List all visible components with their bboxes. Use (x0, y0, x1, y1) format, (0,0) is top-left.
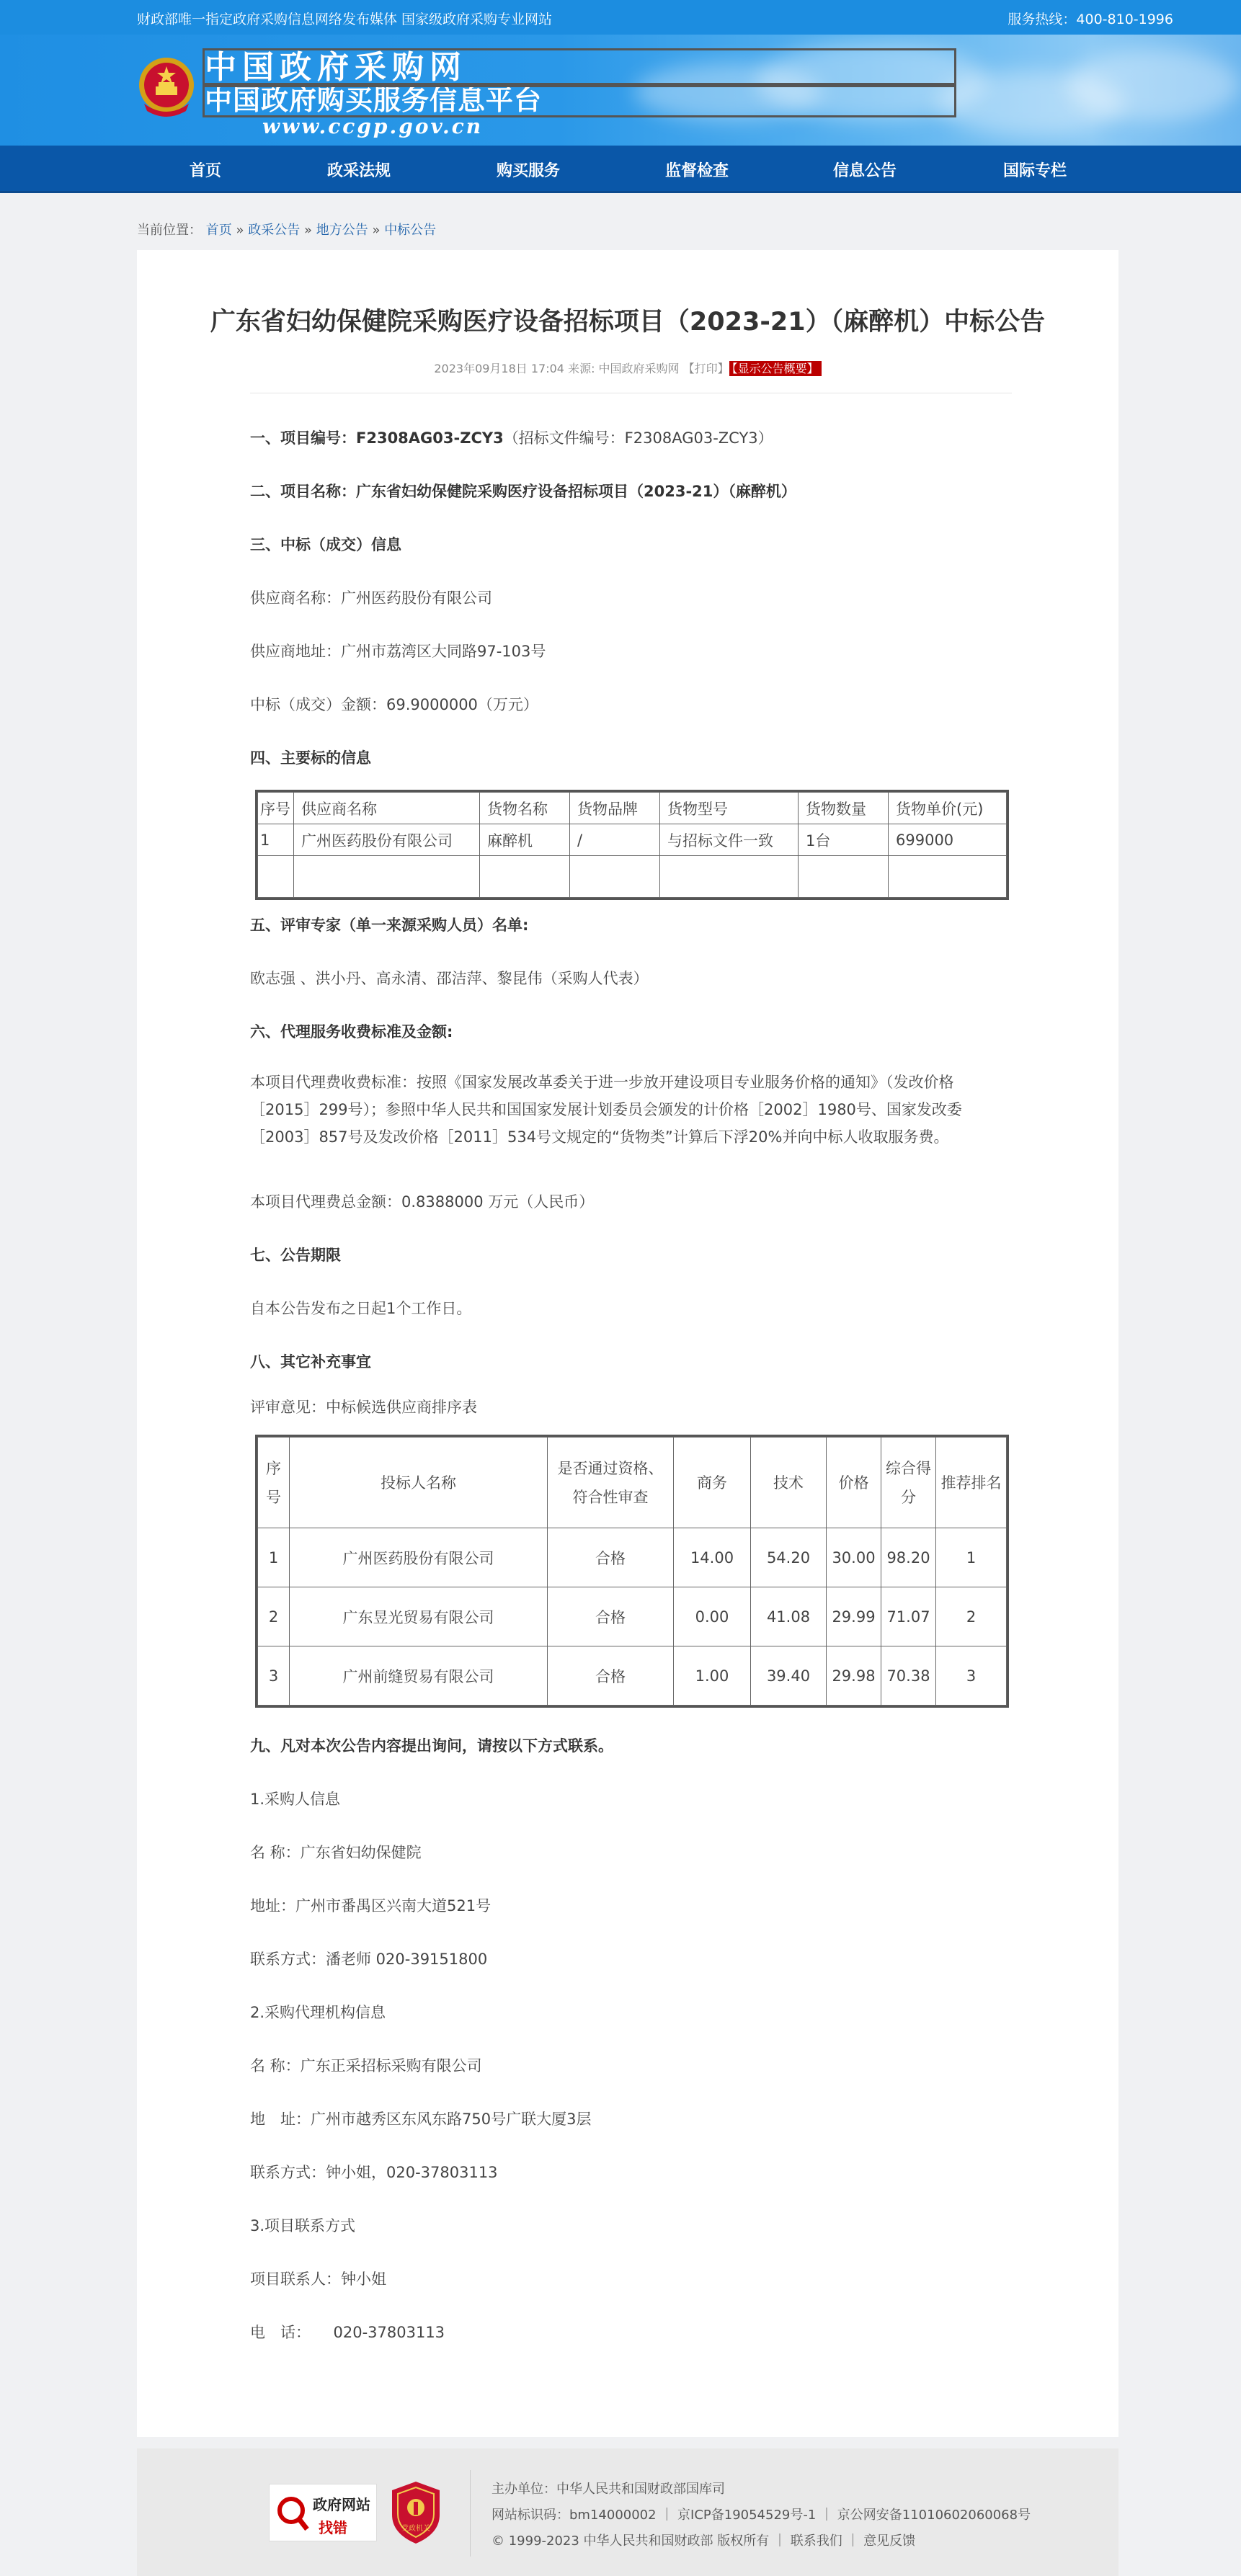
table-cell: 1台 (799, 824, 889, 856)
table-cell: 3 (258, 1646, 290, 1706)
table-cell: 29.99 (827, 1587, 881, 1646)
table-cell: 54.20 (751, 1528, 827, 1587)
table-cell: / (570, 824, 660, 856)
table-cell: 71.07 (881, 1587, 936, 1646)
table-header-cell: 货物品牌 (570, 793, 660, 824)
table-cell (294, 856, 480, 898)
nav-home[interactable]: 首页 (189, 162, 222, 180)
table-cell: 30.00 (827, 1528, 881, 1587)
table-row (258, 1528, 1007, 1587)
table-cell (799, 856, 889, 898)
table-cell: 70.38 (881, 1646, 936, 1706)
table-header-cell: 供应商名称 (294, 793, 480, 824)
table-cell: 699000 (889, 824, 1007, 856)
breadcrumb-sep: » (236, 223, 244, 238)
table-cell: 1 (258, 1528, 290, 1587)
nav-supervision[interactable]: 监督检查 (664, 162, 729, 180)
article-title: 广东省妇幼保健院采购医疗设备招标项目（2023-21）（麻醉机）中标公告 (210, 308, 1046, 337)
breadcrumb-home[interactable]: 首页 (205, 223, 232, 238)
table-header-cell: 投标人名称 (290, 1438, 548, 1528)
agency-address: 地 址：广州市越秀区东风东路750号广联大厦3层 (250, 2111, 592, 2128)
breadcrumb-label: 当前位置： (137, 223, 202, 238)
table-cell: 2 (258, 1587, 290, 1646)
table-row-empty (258, 856, 1007, 898)
footer-copyright: © 1999-2023 中华人民共和国财政部 版权所有 ｜ 联系我们 ｜ 意见反馈 (491, 2533, 916, 2549)
nav-announcements[interactable]: 信息公告 (832, 162, 897, 180)
table-header-cell: 货物型号 (660, 793, 799, 824)
agency-fee-standard: 本项目代理费收费标准：按照《国家发展改革委关于进一步放开建设项目专业服务价格的通知》（发改价格［2015］299号）；参照中华人民共和国国家发展计划委员会颁发的计价格［2002］1980号、国家发改委［2003］857号及发改价格［2011］534号文规定的“货物类”计算后下浮20%并向中标人收取服务费。 (250, 1074, 962, 1146)
table-cell: 3 (936, 1646, 1007, 1706)
table-cell: 39.40 (751, 1646, 827, 1706)
section-main-items: 四、主要标的信息 (250, 749, 371, 767)
award-amount: 中标（成交）金额：69.9000000（万元） (250, 696, 538, 713)
table-header-cell: 序号 (258, 793, 294, 824)
article-meta (137, 360, 1118, 376)
project-contact-heading: 3.项目联系方式 (250, 2217, 356, 2234)
table-cell (480, 856, 570, 898)
table-cell: 合格 (548, 1587, 674, 1646)
table-cell (258, 856, 294, 898)
table-cell: 广州医药股份有限公司 (294, 824, 480, 856)
main-items-table (257, 792, 1007, 898)
experts-list: 欧志强 、洪小丹、高永清、邵洁萍、黎昆伟（采购人代表） (250, 970, 649, 987)
table-header-row (258, 793, 1007, 824)
agency-name: 名 称：广东正采招标采购有限公司 (250, 2057, 482, 2074)
gov-site-error-report-button[interactable] (269, 2484, 377, 2541)
table-cell: 14.00 (674, 1528, 751, 1587)
table-header-cell: 货物数量 (799, 793, 889, 824)
review-opinion: 评审意见：中标候选供应商排序表 (250, 1399, 477, 1416)
top-strip (0, 0, 1241, 35)
brand-url: www.ccgp.gov.cn (262, 115, 484, 138)
table-cell (889, 856, 1007, 898)
section-notice-period: 七、公告期限 (250, 1247, 341, 1264)
table-cell: 合格 (548, 1646, 674, 1706)
purchaser-heading: 1.采购人信息 (250, 1791, 341, 1808)
service-hotline: 服务热线：400-810-1996 (1008, 12, 1173, 27)
site-brand[interactable] (205, 50, 954, 138)
purchaser-name: 名 称：广东省妇幼保健院 (250, 1844, 422, 1861)
national-emblem-icon (137, 53, 196, 120)
breadcrumb-sep: » (303, 223, 312, 238)
table-cell: 1.00 (674, 1646, 751, 1706)
table-cell: 麻醉机 (480, 824, 570, 856)
section-agency-fee: 六、代理服务收费标准及金额: (250, 1023, 453, 1040)
footer-sponsor: 主办单位：中华人民共和国财政部国库司 (491, 2482, 725, 2497)
project-contact-person: 项目联系人：钟小姐 (250, 2270, 386, 2288)
project-contact-phone: 电 话： 020-37803113 (250, 2324, 445, 2341)
article-card (137, 250, 1118, 2437)
breadcrumb-local[interactable]: 地方公告 (316, 223, 368, 238)
table-header-cell: 货物单价(元) (889, 793, 1007, 824)
table-header-cell: 推荐排名 (936, 1438, 1007, 1528)
breadcrumb (137, 220, 436, 239)
project-code: F2308AG03-ZCY3 (356, 429, 504, 447)
table-cell: 与招标文件一致 (660, 824, 799, 856)
nav-international[interactable]: 国际专栏 (1002, 162, 1067, 180)
table-cell: 1 (936, 1528, 1007, 1587)
table-header-cell: 技术 (751, 1438, 827, 1528)
table-cell: 合格 (548, 1528, 674, 1587)
footer-registration: 网站标识码：bm14000002 ｜ 京ICP备19054529号-1 ｜ 京公网安备11010602060068号 (491, 2508, 1031, 2523)
notice-period: 自本公告发布之日起1个工作日。 (250, 1300, 472, 1317)
table-header-cell: 是否通过资格、符合性审查 (548, 1438, 674, 1528)
table-row (258, 824, 1007, 856)
supplier-address: 供应商地址：广州市荔湾区大同路97-103号 (250, 643, 546, 660)
table-header-row (258, 1438, 1007, 1528)
footer-divider (470, 2470, 471, 2557)
table-cell (570, 856, 660, 898)
tender-doc-code: （招标文件编号：F2308AG03-ZCY3） (503, 429, 773, 447)
site-banner (0, 35, 1241, 146)
table-cell: 1 (258, 824, 294, 856)
show-summary-button[interactable]: 【显示公告概要】 (729, 361, 822, 376)
top-strip-slogan: 财政部唯一指定政府采购信息网络发布媒体 国家级政府采购专业网站 (137, 12, 553, 27)
section-supplement: 八、其它补充事宜 (250, 1353, 371, 1371)
breadcrumb-procurement[interactable]: 政采公告 (248, 223, 301, 238)
magnifier-icon (275, 2495, 310, 2532)
table-cell: 广东昱光贸易有限公司 (290, 1587, 548, 1646)
section-award-info: 三、中标（成交）信息 (250, 536, 401, 553)
nav-regulations[interactable]: 政采法规 (326, 162, 391, 180)
purchaser-contact: 联系方式：潘老师 020-39151800 (250, 1951, 488, 1968)
supplier-name: 供应商名称：广州医药股份有限公司 (250, 589, 492, 607)
table-cell: 广州前缝贸易有限公司 (290, 1646, 548, 1706)
party-gov-badge-icon[interactable] (389, 2480, 442, 2545)
table-cell (660, 856, 799, 898)
party-gov-badge-label: 党政机关 (401, 2525, 430, 2533)
section-experts: 五、评审专家（单一来源采购人员）名单: (250, 917, 529, 934)
table-header-cell: 货物名称 (480, 793, 570, 824)
table-cell: 广州医药股份有限公司 (290, 1528, 548, 1587)
site-footer (137, 2448, 1118, 2576)
table-cell: 98.20 (881, 1528, 936, 1587)
table-cell: 2 (936, 1587, 1007, 1646)
table-row (258, 1587, 1007, 1646)
nav-purchase-services[interactable]: 购买服务 (496, 162, 561, 180)
purchaser-address: 地址：广州市番禺区兴南大道521号 (250, 1897, 491, 1915)
table-cell: 41.08 (751, 1587, 827, 1646)
main-nav (0, 146, 1241, 193)
error-report-label: 找错 (319, 2519, 347, 2536)
section-project-code (250, 427, 773, 448)
breadcrumb-award[interactable]: 中标公告 (384, 223, 437, 238)
breadcrumb-sep: » (372, 223, 381, 238)
section-1-heading: 一、项目编号： (250, 429, 356, 447)
table-header-cell: 商务 (674, 1438, 751, 1528)
ranking-table (257, 1437, 1007, 1706)
agency-heading: 2.采购代理机构信息 (250, 2004, 386, 2021)
table-header-cell: 价格 (827, 1438, 881, 1528)
gov-site-label: 政府网站 (313, 2496, 370, 2513)
table-cell: 0.00 (674, 1587, 751, 1646)
agency-contact: 联系方式：钟小姐，020-37803113 (250, 2164, 498, 2181)
table-row (258, 1646, 1007, 1706)
brand-subtitle: 中国政府购买服务信息平台 (205, 85, 954, 115)
table-header-cell: 综合得分 (881, 1438, 936, 1528)
section-project-name: 二、项目名称：广东省妇幼保健院采购医疗设备招标项目（2023-21）（麻醉机） (250, 483, 796, 500)
article-meta-text: 2023年09月18日 17:04 来源: 中国政府采购网 【打印】 (434, 362, 729, 375)
table-cell: 29.98 (827, 1646, 881, 1706)
brand-title: 中国政府采购网 (205, 50, 954, 85)
table-header-cell: 序号 (258, 1438, 290, 1528)
section-contact: 九、凡对本次公告内容提出询问，请按以下方式联系。 (250, 1737, 613, 1755)
agency-fee-total: 本项目代理费总金额：0.8388000 万元（人民币） (250, 1193, 595, 1211)
